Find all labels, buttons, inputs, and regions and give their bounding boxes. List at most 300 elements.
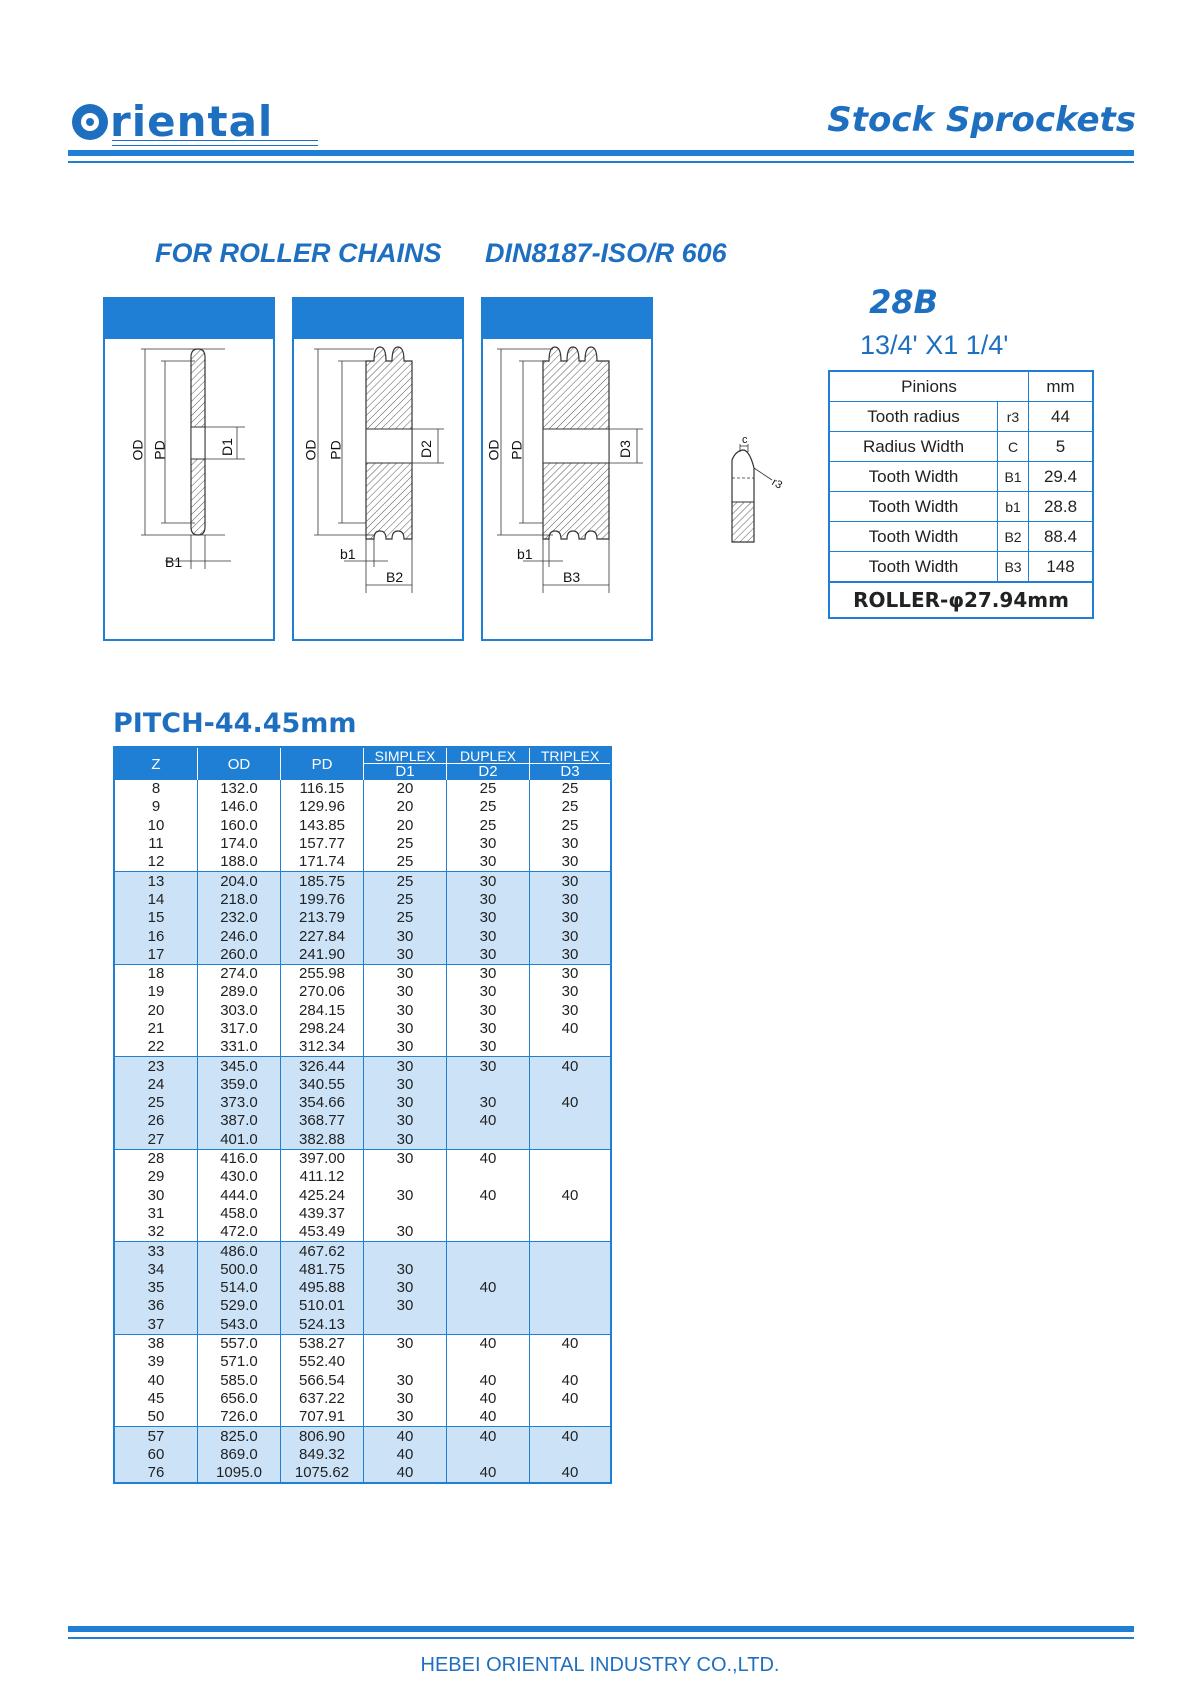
pd-label: PD	[151, 440, 168, 460]
company-logo	[72, 92, 273, 152]
table-cell: 30	[364, 1057, 447, 1076]
roller-diameter: ROLLER-φ27.94mm	[829, 582, 1093, 618]
table-cell: 204.0	[198, 872, 281, 891]
table-cell: 30	[364, 1131, 447, 1150]
table-cell: 500.0	[198, 1261, 281, 1279]
table-header-row	[114, 747, 611, 780]
table-cell: 27	[114, 1131, 198, 1150]
table-cell: 849.32	[281, 1446, 364, 1464]
globe-icon	[72, 104, 108, 140]
table-cell: 430.0	[198, 1168, 281, 1186]
table-cell	[530, 1038, 612, 1057]
table-row	[114, 983, 611, 1001]
table-cell: 146.0	[198, 798, 281, 816]
table-cell: 40	[530, 1020, 612, 1038]
table-cell: 326.44	[281, 1057, 364, 1076]
table-cell: 40	[447, 1372, 530, 1390]
header-duplex: DUPLEX	[459, 748, 517, 764]
table-cell: 40	[447, 1112, 530, 1130]
table-cell: 30	[447, 872, 530, 891]
table-cell: 30	[447, 1057, 530, 1076]
table-row	[114, 835, 611, 853]
table-cell: 30	[364, 1334, 447, 1353]
table-cell	[530, 1223, 612, 1242]
col-header-z: Z	[114, 747, 198, 780]
table-cell: 30	[364, 1002, 447, 1020]
pd-label: PD	[327, 440, 344, 460]
table-cell	[447, 1223, 530, 1242]
table-cell: 188.0	[198, 853, 281, 872]
table-cell: 218.0	[198, 891, 281, 909]
table-cell: 40	[364, 1446, 447, 1464]
table-cell: 40	[447, 1334, 530, 1353]
table-cell: 57	[114, 1427, 198, 1446]
panel-header-bar	[294, 299, 462, 339]
table-cell: 30	[364, 946, 447, 965]
od-label: OD	[302, 439, 319, 461]
spec-row	[829, 402, 1093, 432]
header-d2: D2	[447, 763, 529, 779]
table-cell	[447, 1242, 530, 1261]
b2-label: B2	[386, 569, 404, 585]
table-cell: 543.0	[198, 1316, 281, 1335]
table-cell: 529.0	[198, 1297, 281, 1315]
table-cell: 382.88	[281, 1131, 364, 1150]
table-cell	[447, 1297, 530, 1315]
table-cell: 246.0	[198, 927, 281, 945]
sprocket-data-table	[113, 746, 612, 1484]
table-cell	[530, 1242, 612, 1261]
table-cell: 40	[530, 1427, 612, 1446]
header-triplex: TRIPLEX	[540, 748, 600, 764]
logo-underline	[112, 140, 318, 146]
table-cell: 40	[447, 1149, 530, 1168]
header-rule	[68, 150, 1134, 156]
table-cell: 14	[114, 891, 198, 909]
table-row	[114, 1242, 611, 1261]
spec-header-label: Pinions	[829, 371, 1029, 402]
table-cell: 566.54	[281, 1372, 364, 1390]
table-cell: 30	[364, 1390, 447, 1408]
table-cell: 585.0	[198, 1372, 281, 1390]
table-row	[114, 872, 611, 891]
header-rule-thin	[68, 161, 1134, 163]
table-cell	[364, 1242, 447, 1261]
table-row	[114, 1334, 611, 1353]
table-cell: 15	[114, 909, 198, 927]
table-cell: 160.0	[198, 817, 281, 835]
r3-label: r3	[769, 476, 785, 492]
table-cell	[447, 1205, 530, 1223]
table-row	[114, 927, 611, 945]
table-cell: 20	[364, 817, 447, 835]
table-cell: 397.00	[281, 1149, 364, 1168]
table-cell: 30	[447, 835, 530, 853]
table-cell: 30	[447, 909, 530, 927]
col-header-simplex	[364, 747, 447, 780]
table-cell: 40	[447, 1427, 530, 1446]
table-cell: 317.0	[198, 1020, 281, 1038]
table-cell: 368.77	[281, 1112, 364, 1130]
spec-label: Tooth Width	[829, 522, 998, 552]
table-cell: 116.15	[281, 780, 364, 798]
table-cell: 289.0	[198, 983, 281, 1001]
table-cell	[530, 1408, 612, 1427]
table-cell: 157.77	[281, 835, 364, 853]
col-header-pd: PD	[281, 747, 364, 780]
table-cell	[447, 1261, 530, 1279]
table-cell: 25	[114, 1094, 198, 1112]
table-cell: 30	[530, 983, 612, 1001]
table-cell	[447, 1316, 530, 1335]
table-cell: 538.27	[281, 1334, 364, 1353]
d3-label: D3	[616, 440, 633, 458]
table-cell: 45	[147, 1389, 165, 1407]
spec-row	[829, 522, 1093, 552]
table-cell	[447, 1131, 530, 1150]
table-cell: 10	[147, 816, 165, 834]
spec-label: Tooth radius	[829, 402, 998, 432]
table-row	[114, 1464, 611, 1483]
roller-row	[829, 582, 1093, 618]
table-row	[114, 1446, 611, 1464]
table-row	[114, 780, 611, 798]
table-cell: 416.0	[198, 1149, 281, 1168]
subtitle-left: FOR ROLLER CHAINS	[155, 238, 442, 268]
table-cell: 40	[530, 1390, 612, 1408]
chain-code: 28B	[869, 283, 938, 321]
table-cell: 30	[447, 891, 530, 909]
table-cell: 303.0	[198, 1002, 281, 1020]
table-cell: 18	[114, 964, 198, 983]
table-cell: 25	[447, 780, 530, 798]
table-row	[114, 1316, 611, 1335]
table-cell	[364, 1353, 447, 1371]
table-cell: 232.0	[198, 909, 281, 927]
table-cell	[530, 1353, 612, 1371]
table-cell: 30	[364, 1187, 447, 1205]
table-cell: 20	[364, 780, 447, 798]
table-cell: 30	[364, 1372, 447, 1390]
table-cell: 387.0	[198, 1112, 281, 1130]
table-cell: 28	[114, 1149, 198, 1168]
table-cell: 373.0	[198, 1094, 281, 1112]
table-cell: 354.66	[281, 1094, 364, 1112]
table-cell: 458.0	[198, 1205, 281, 1223]
col-header-od: OD	[198, 747, 281, 780]
table-cell: 298.24	[281, 1020, 364, 1038]
table-cell: 30	[364, 1094, 447, 1112]
col-header-duplex	[447, 747, 530, 780]
table-cell: 30	[530, 927, 612, 945]
spec-value: 28.8	[1029, 492, 1094, 522]
table-cell: 514.0	[198, 1279, 281, 1297]
table-cell: 726.0	[198, 1408, 281, 1427]
table-row	[114, 964, 611, 983]
table-row	[114, 891, 611, 909]
table-cell	[530, 1261, 612, 1279]
spec-symbol: B2	[998, 522, 1029, 552]
table-cell: 411.12	[281, 1168, 364, 1186]
table-cell: 495.88	[281, 1279, 364, 1297]
table-cell: 16	[114, 927, 198, 945]
table-cell: 467.62	[281, 1242, 364, 1261]
diagram-simplex	[103, 297, 275, 641]
table-cell	[530, 1205, 612, 1223]
table-cell: 199.76	[281, 891, 364, 909]
header-simplex: SIMPLEX	[374, 748, 436, 764]
spec-row	[829, 492, 1093, 522]
table-row	[114, 909, 611, 927]
table-cell: 30	[447, 964, 530, 983]
d2-label: D2	[417, 440, 434, 458]
table-cell: 23	[114, 1057, 198, 1076]
spec-label: Radius Width	[829, 432, 998, 462]
table-cell: 30	[447, 1002, 530, 1020]
table-cell: 524.13	[281, 1316, 364, 1335]
table-cell: 39	[147, 1353, 165, 1371]
table-cell: 30	[530, 853, 612, 872]
table-cell: 331.0	[198, 1038, 281, 1057]
table-cell: 22	[147, 1038, 165, 1056]
d1-label: D1	[218, 438, 235, 456]
table-row	[114, 1076, 611, 1094]
table-cell: 274.0	[198, 964, 281, 983]
table-cell: 25	[447, 817, 530, 835]
table-cell: 40	[530, 1057, 612, 1076]
panel-header-bar	[105, 299, 273, 339]
table-cell: 1095.0	[198, 1464, 281, 1483]
spec-row	[829, 552, 1093, 583]
duplex-sprocket-drawing	[294, 339, 464, 639]
table-cell: 30	[364, 983, 447, 1001]
table-cell: 40	[530, 1372, 612, 1390]
table-cell: 50	[147, 1408, 165, 1426]
table-cell: 185.75	[281, 872, 364, 891]
table-cell: 30	[447, 853, 530, 872]
spec-symbol: r3	[998, 402, 1029, 432]
table-cell	[530, 1446, 612, 1464]
table-cell: 557.0	[198, 1334, 281, 1353]
table-cell	[530, 1131, 612, 1150]
table-cell: 30	[364, 1279, 447, 1297]
od-label: OD	[129, 439, 146, 461]
table-cell: 439.37	[281, 1205, 364, 1223]
footer-company: HEBEI ORIENTAL INDUSTRY CO.,LTD.	[420, 1654, 780, 1676]
table-cell: 213.79	[281, 909, 364, 927]
table-cell: 8	[151, 780, 161, 798]
table-cell: 40	[530, 1094, 612, 1112]
table-cell: 174.0	[198, 835, 281, 853]
table-cell: 869.0	[198, 1446, 281, 1464]
table-cell: 30	[447, 927, 530, 945]
table-cell: 19	[147, 983, 165, 1001]
table-cell	[530, 1279, 612, 1297]
table-cell: 481.75	[281, 1261, 364, 1279]
table-cell: 552.40	[281, 1353, 364, 1371]
b1-label: B1	[165, 554, 183, 570]
table-cell: 30	[447, 1094, 530, 1112]
spec-symbol: b1	[998, 492, 1029, 522]
table-cell: 40	[447, 1279, 530, 1297]
table-cell: 25	[364, 872, 447, 891]
table-cell: 143.85	[281, 817, 364, 835]
diagram-duplex	[292, 297, 464, 641]
table-cell: 637.22	[281, 1390, 364, 1408]
table-cell: 30	[147, 1186, 165, 1204]
table-cell: 9	[151, 798, 161, 816]
table-cell: 30	[364, 1297, 447, 1315]
triplex-sprocket-drawing	[483, 339, 653, 639]
table-cell: 359.0	[198, 1076, 281, 1094]
table-cell: 30	[364, 1149, 447, 1168]
table-cell: 30	[364, 1112, 447, 1130]
table-cell	[364, 1205, 447, 1223]
table-cell: 40	[447, 1187, 530, 1205]
table-cell: 30	[364, 1020, 447, 1038]
pitch-title: PITCH-44.45mm	[113, 708, 357, 739]
table-cell: 132.0	[198, 780, 281, 798]
table-cell: 656.0	[198, 1390, 281, 1408]
spec-symbol: B3	[998, 552, 1029, 583]
table-cell: 31	[147, 1204, 165, 1222]
table-row	[114, 1094, 611, 1112]
table-cell: 40	[447, 1408, 530, 1427]
table-cell: 486.0	[198, 1242, 281, 1261]
table-cell: 270.06	[281, 983, 364, 1001]
table-cell: 255.98	[281, 964, 364, 983]
table-row	[114, 1205, 611, 1223]
table-cell: 30	[364, 1038, 447, 1057]
logo-text: riental	[110, 97, 274, 146]
table-row	[114, 1168, 611, 1186]
spec-value: 44	[1029, 402, 1094, 432]
table-row	[114, 1427, 611, 1446]
table-cell: 13	[114, 872, 198, 891]
table-cell: 171.74	[281, 853, 364, 872]
table-row	[114, 1297, 611, 1315]
table-cell	[530, 1149, 612, 1168]
table-row	[114, 1353, 611, 1371]
table-cell: 284.15	[281, 1002, 364, 1020]
table-cell: 30	[364, 927, 447, 945]
table-row	[114, 1390, 611, 1408]
table-body	[114, 780, 611, 1483]
table-cell: 40	[530, 1464, 612, 1483]
table-row	[114, 1372, 611, 1390]
spec-header-unit: mm	[1029, 371, 1094, 402]
table-cell: 25	[530, 817, 612, 835]
simplex-sprocket-drawing	[105, 339, 275, 639]
table-cell: 30	[364, 1408, 447, 1427]
table-cell: 36	[114, 1297, 198, 1315]
spec-value: 5	[1029, 432, 1094, 462]
table-cell: 30	[364, 1223, 447, 1242]
subtitle-right: DIN8187-ISO/R 606	[485, 238, 727, 268]
c-label: c	[742, 434, 748, 446]
table-cell: 312.34	[281, 1038, 364, 1057]
table-row	[114, 1020, 611, 1038]
spec-value: 88.4	[1029, 522, 1094, 552]
spec-label: Tooth Width	[829, 552, 998, 583]
table-cell: 17	[114, 946, 198, 965]
diagram-triplex	[481, 297, 653, 641]
table-cell: 40	[530, 1187, 612, 1205]
spec-row	[829, 432, 1093, 462]
table-cell: 30	[530, 835, 612, 853]
table-cell: 806.90	[281, 1427, 364, 1446]
table-cell: 25	[364, 909, 447, 927]
table-cell: 40	[530, 1334, 612, 1353]
table-row	[114, 1408, 611, 1427]
table-cell: 12	[147, 853, 165, 871]
table-cell: 25	[364, 835, 447, 853]
table-cell: 453.49	[281, 1223, 364, 1242]
b1-label: b1	[517, 546, 533, 562]
table-row	[114, 946, 611, 965]
table-cell: 24	[114, 1076, 198, 1094]
table-row	[114, 1279, 611, 1297]
table-cell	[447, 1076, 530, 1094]
pd-label: PD	[508, 440, 525, 460]
table-cell: 11	[148, 835, 164, 853]
spec-table	[828, 370, 1094, 619]
spec-label: Tooth Width	[829, 462, 998, 492]
table-cell: 30	[530, 909, 612, 927]
table-cell: 30	[447, 1038, 530, 1057]
table-cell: 260.0	[198, 946, 281, 965]
chain-size: 13/4' X1 1/4'	[860, 330, 1009, 360]
table-row	[114, 1112, 611, 1130]
spec-value: 148	[1029, 552, 1094, 583]
table-cell: 30	[530, 872, 612, 891]
table-cell: 30	[364, 964, 447, 983]
table-cell: 1075.62	[281, 1464, 364, 1483]
spec-header-row	[829, 371, 1093, 402]
spec-value: 29.4	[1029, 462, 1094, 492]
table-cell: 25	[447, 798, 530, 816]
b1-label: b1	[340, 546, 356, 562]
table-cell: 30	[530, 891, 612, 909]
table-cell: 30	[530, 964, 612, 983]
table-row	[114, 1002, 611, 1020]
table-cell	[364, 1168, 447, 1186]
table-cell: 25	[364, 853, 447, 872]
table-cell	[530, 1316, 612, 1335]
table-cell: 35	[114, 1279, 198, 1297]
table-cell: 345.0	[198, 1057, 281, 1076]
table-cell	[530, 1076, 612, 1094]
table-cell: 571.0	[198, 1353, 281, 1371]
table-cell	[530, 1168, 612, 1186]
table-cell: 25	[530, 780, 612, 798]
footer-rule	[68, 1626, 1134, 1632]
table-cell: 20	[364, 798, 447, 816]
table-cell: 38	[114, 1334, 198, 1353]
spec-row	[829, 462, 1093, 492]
table-cell: 30	[447, 946, 530, 965]
table-cell: 510.01	[281, 1297, 364, 1315]
table-cell: 32	[147, 1223, 165, 1241]
table-cell: 37	[114, 1316, 198, 1335]
table-cell: 26	[114, 1112, 198, 1130]
table-cell: 40	[147, 1371, 165, 1389]
table-cell	[447, 1353, 530, 1371]
header-d1: D1	[364, 763, 446, 779]
table-cell: 25	[364, 891, 447, 909]
table-cell: 40	[364, 1464, 447, 1483]
table-row	[114, 853, 611, 872]
